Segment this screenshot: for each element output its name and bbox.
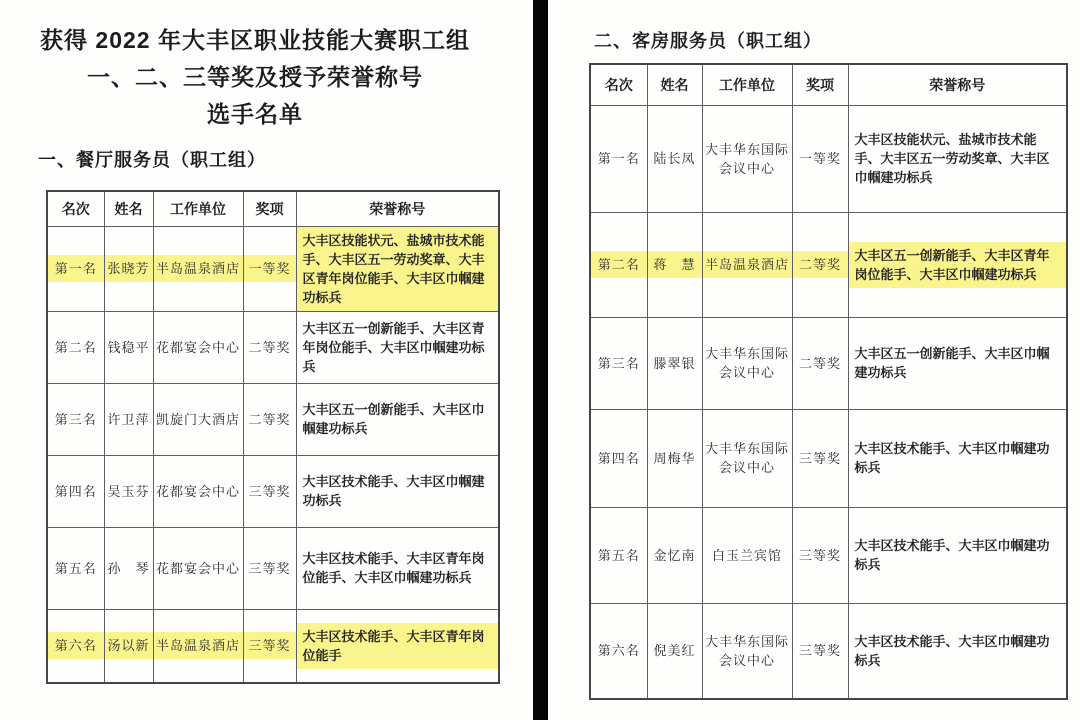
honors-cell-text: 大丰区五一创新能手、大丰区巾帼建功标兵 [854, 346, 1050, 380]
unit-cell-text: 半岛温泉酒店 [703, 251, 792, 278]
award-cell [792, 507, 848, 603]
section-heading-housekeeping: 二、客房服务员（职工组） [594, 31, 822, 51]
award-cell-text: 三等奖 [798, 450, 841, 466]
rank-cell [590, 317, 647, 409]
name-cell-text: 张晓芳 [105, 255, 153, 282]
unit-cell-text: 半岛温泉酒店 [154, 255, 243, 282]
column-header-rank: 名次 [47, 191, 104, 226]
unit-cell [702, 409, 792, 507]
award-cell-text: 二等奖 [793, 251, 848, 278]
honors-cell-text: 大丰区五一创新能手、大丰区青年岗位能手、大丰区巾帼建功标兵 [302, 320, 485, 374]
column-header-name: 姓名 [104, 191, 153, 226]
page-divider [533, 0, 548, 720]
column-header-name: 姓名 [647, 64, 702, 105]
rank-cell-text: 第六名 [597, 643, 640, 659]
name-cell-text: 汤以新 [105, 632, 153, 659]
award-cell-text: 二等奖 [798, 355, 841, 371]
name-cell [647, 317, 702, 409]
honors-cell [848, 409, 1067, 507]
column-header-unit: 工作单位 [702, 64, 792, 105]
name-cell-text: 孙 琴 [107, 560, 150, 576]
column-header-award: 奖项 [792, 64, 848, 105]
unit-cell-text: 半岛温泉酒店 [154, 632, 243, 659]
name-cell-text: 钱稳平 [107, 339, 150, 355]
unit-cell [153, 311, 243, 383]
table-row [590, 317, 1067, 409]
honors-cell-text: 大丰区技术能手、大丰区巾帼建功标兵 [854, 633, 1050, 668]
rank-cell-text: 第五名 [54, 560, 97, 576]
honors-cell [848, 212, 1067, 317]
award-cell [792, 409, 848, 507]
rank-cell-text: 第四名 [597, 450, 640, 466]
name-cell [104, 383, 153, 455]
award-cell [243, 311, 296, 383]
table-row [590, 409, 1067, 507]
left-page [0, 0, 533, 720]
table-row [590, 212, 1067, 317]
table-row [47, 609, 499, 683]
name-cell [647, 212, 702, 317]
name-cell-text: 吴玉芬 [107, 483, 150, 499]
unit-cell [153, 609, 243, 683]
honors-cell-text: 大丰区五一创新能手、大丰区青年岗位能手、大丰区巾帼建功标兵 [849, 242, 1067, 288]
honors-cell-text: 大丰区技术能手、大丰区巾帼建功标兵 [854, 441, 1050, 475]
unit-cell [153, 527, 243, 609]
unit-cell [702, 507, 792, 603]
right-page [548, 0, 1080, 720]
honors-cell [296, 311, 499, 383]
rank-cell [590, 212, 647, 317]
unit-cell-text: 凯旋门大酒店 [155, 411, 240, 427]
title-line-2: 一、二、三等奖及授予荣誉称号 [87, 64, 423, 90]
name-cell [647, 409, 702, 507]
honors-cell-text: 大丰区五一创新能手、大丰区巾帼建功标兵 [302, 402, 485, 436]
rank-cell-text: 第一名 [48, 255, 104, 282]
award-cell-text: 二等奖 [248, 339, 291, 355]
rank-cell [47, 527, 104, 609]
unit-cell-text: 大丰华东国际会议中心 [704, 633, 789, 668]
award-cell-text: 一等奖 [798, 151, 841, 166]
rank-cell [590, 409, 647, 507]
unit-cell [702, 603, 792, 699]
rank-cell-text: 第四名 [54, 483, 97, 499]
restaurant-table [46, 190, 500, 684]
table-row [47, 226, 499, 311]
honors-cell [296, 226, 499, 311]
honors-cell [848, 507, 1067, 603]
award-cell-text: 三等奖 [798, 643, 841, 659]
unit-cell [153, 226, 243, 311]
award-cell [792, 603, 848, 699]
name-cell-text: 周梅华 [653, 450, 696, 466]
title-line-1: 获得 2022 年大丰区职业技能大赛职工组 [40, 27, 470, 53]
award-cell-text: 三等奖 [248, 483, 291, 499]
table-row [47, 311, 499, 383]
honors-cell [848, 603, 1067, 699]
column-header-unit: 工作单位 [153, 191, 243, 226]
housekeeping-table [589, 63, 1068, 700]
name-cell-text: 陆长凤 [653, 151, 696, 166]
award-cell-text: 三等奖 [244, 632, 296, 659]
award-cell [243, 609, 296, 683]
honors-cell-text: 大丰区技能状元、盐城市技术能手、大丰区五一劳动奖章、大丰区巾帼建功标兵 [854, 132, 1050, 185]
name-cell-text: 倪美红 [653, 643, 696, 659]
award-cell [792, 105, 848, 212]
column-header-rank: 名次 [590, 64, 647, 105]
award-cell-text: 二等奖 [248, 411, 291, 427]
name-cell [104, 226, 153, 311]
rank-cell-text: 第一名 [597, 151, 640, 166]
unit-cell-text: 花都宴会中心 [155, 339, 240, 355]
rank-cell-text: 第三名 [54, 411, 97, 427]
award-cell [792, 212, 848, 317]
table-row [47, 383, 499, 455]
column-header-honors: 荣誉称号 [296, 191, 499, 226]
name-cell [647, 603, 702, 699]
table-row [47, 455, 499, 527]
unit-cell [153, 383, 243, 455]
rank-cell [47, 455, 104, 527]
unit-cell-text: 花都宴会中心 [155, 560, 240, 576]
award-cell [792, 317, 848, 409]
award-cell-text: 一等奖 [244, 255, 296, 282]
rank-cell [47, 383, 104, 455]
honors-cell [296, 383, 499, 455]
honors-cell [848, 105, 1067, 212]
honors-cell-text: 大丰区技术能手、大丰区巾帼建功标兵 [302, 474, 485, 508]
award-cell-text: 三等奖 [798, 547, 841, 563]
award-cell [243, 527, 296, 609]
unit-cell-text: 大丰华东国际会议中心 [704, 441, 789, 475]
column-header-award: 奖项 [243, 191, 296, 226]
honors-cell [848, 317, 1067, 409]
unit-cell-text: 花都宴会中心 [155, 483, 240, 499]
award-cell [243, 383, 296, 455]
name-cell [104, 527, 153, 609]
unit-cell [702, 212, 792, 317]
honors-cell-text: 大丰区技术能手、大丰区青年岗位能手、大丰区巾帼建功标兵 [302, 551, 485, 585]
rank-cell-text: 第六名 [48, 632, 104, 659]
rank-cell-text: 第三名 [597, 355, 640, 371]
rank-cell [590, 105, 647, 212]
honors-cell [296, 609, 499, 683]
honors-cell-text: 大丰区技术能手、大丰区青年岗位能手 [297, 623, 499, 669]
header-row [47, 191, 499, 226]
section-heading-restaurant: 一、餐厅服务员（职工组） [38, 150, 266, 170]
name-cell-text: 蒋 慧 [648, 251, 702, 278]
award-cell [243, 455, 296, 527]
honors-cell-text: 大丰区技术能手、大丰区巾帼建功标兵 [854, 538, 1050, 572]
unit-cell-text: 大丰华东国际会议中心 [704, 346, 789, 380]
title-line-3: 选手名单 [207, 101, 303, 127]
unit-cell-text: 白玉兰宾馆 [711, 547, 782, 563]
honors-cell [296, 455, 499, 527]
name-cell-text: 金忆南 [653, 547, 696, 563]
name-cell [104, 311, 153, 383]
name-cell-text: 许卫萍 [107, 411, 150, 427]
rank-cell [47, 609, 104, 683]
unit-cell [153, 455, 243, 527]
rank-cell-text: 第五名 [597, 547, 640, 563]
header-row [590, 64, 1067, 105]
name-cell [104, 609, 153, 683]
column-header-honors: 荣誉称号 [848, 64, 1067, 105]
rank-cell [590, 603, 647, 699]
honors-cell [296, 527, 499, 609]
award-cell [243, 226, 296, 311]
unit-cell [702, 317, 792, 409]
table-row [590, 507, 1067, 603]
rank-cell-text: 第二名 [54, 339, 97, 355]
name-cell-text: 滕翠银 [653, 355, 696, 371]
rank-cell-text: 第二名 [591, 251, 647, 278]
table-row [590, 603, 1067, 699]
name-cell [104, 455, 153, 527]
name-cell [647, 105, 702, 212]
unit-cell-text: 大丰华东国际会议中心 [704, 141, 789, 176]
rank-cell [47, 226, 104, 311]
rank-cell [47, 311, 104, 383]
page-title [0, 22, 510, 133]
rank-cell [590, 507, 647, 603]
honors-cell-text: 大丰区技能状元、盐城市技术能手、大丰区五一劳动奖章、大丰区青年岗位能手、大丰区巾帼建功标兵 [297, 227, 499, 311]
table-row [590, 105, 1067, 212]
table-row [47, 527, 499, 609]
unit-cell [702, 105, 792, 212]
award-cell-text: 三等奖 [248, 560, 291, 576]
name-cell [647, 507, 702, 603]
